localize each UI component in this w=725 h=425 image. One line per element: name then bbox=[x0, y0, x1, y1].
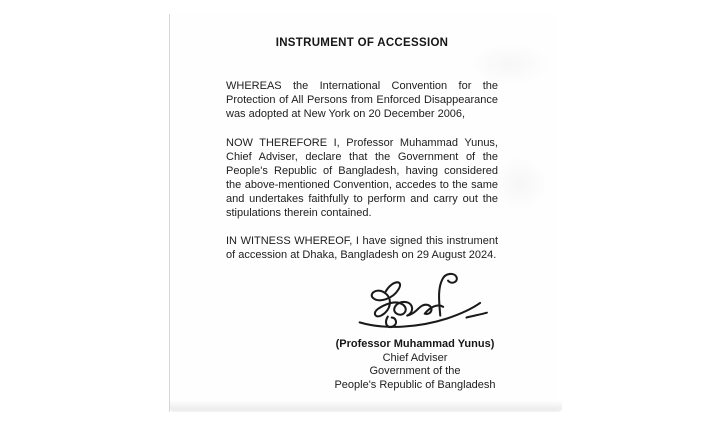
paragraph-whereas: WHEREAS the International Convention for the Protection of All Persons from Enforced Disappearance was adopted at New York on 20 December 2006, bbox=[226, 80, 498, 120]
paragraph-in-witness: IN WITNESS WHEREOF, I have signed this instrument of accession at Dhaka, Bangladesh on 29 August 2024. bbox=[226, 235, 498, 261]
signatory-name: (Professor Muhammad Yunus) bbox=[335, 338, 495, 350]
document-text-column bbox=[226, 14, 498, 262]
document-page bbox=[169, 14, 556, 412]
signatory-org-line2: People's Republic of Bangladesh bbox=[334, 378, 496, 391]
signature-area bbox=[290, 268, 540, 392]
signatory-title: Chief Adviser bbox=[382, 351, 448, 364]
handwritten-signature-icon bbox=[329, 268, 501, 336]
paragraph-now-therefore: NOW THEREFORE I, Professor Muhammad Yunus, Chief Adviser, declare that the Government of the People's Republic of Bangladesh, having considered the above-mentioned Convention, accedes to the same and undertakes faithfully to perform and carry out the stipulations therein contained. bbox=[226, 137, 498, 219]
document-title: INSTRUMENT OF ACCESSION bbox=[275, 37, 449, 49]
signatory-org-line1: Government of the bbox=[369, 365, 461, 377]
